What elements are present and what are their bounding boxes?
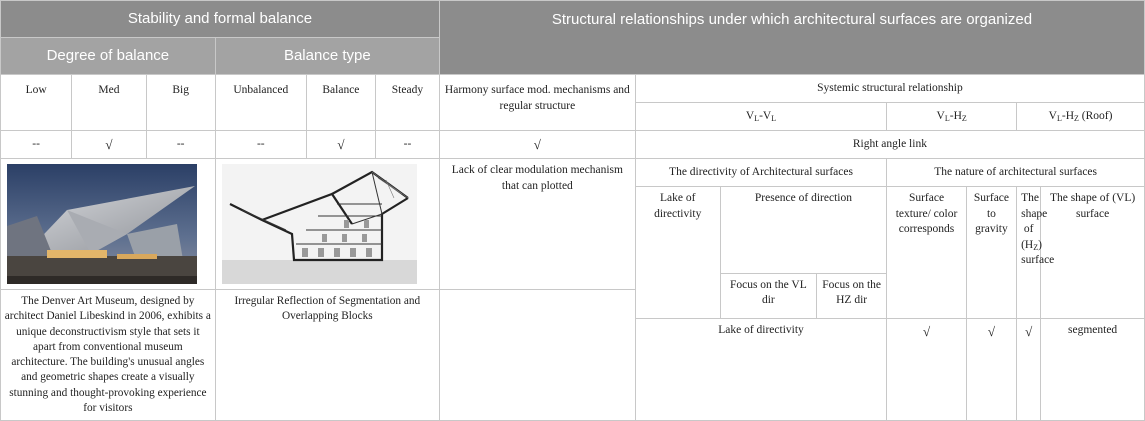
mark-med: √: [72, 131, 146, 159]
presence-direction: Presence of direction: [720, 187, 887, 274]
hz-shape: The shape of $(H_Z)$ surface: [1017, 187, 1041, 319]
harmony-header: Harmony surface mod. mechanisms and regular structure: [439, 75, 635, 131]
mark-unbalanced: --: [215, 131, 306, 159]
museum-photo-icon: [7, 164, 197, 284]
col-med: Med: [72, 75, 146, 131]
museum-description: The Denver Art Museum, designed by architect Daniel Libeskind in 2006, exhibits a unique deconstructivism style that sets it apart from conventional museum architecture. The building's unusual angles and geometric shapes create a visually stunning and thought-provoking experience for visitors: [1, 290, 216, 421]
vl-hz-roof-label: $V_L-H_Z$ (Roof): [1017, 103, 1145, 131]
vl-shape-value: segmented: [1041, 318, 1145, 420]
lack-modulation: Lack of clear modulation mechanism that can plotted: [439, 159, 635, 290]
surface-texture: Surface texture/ color corresponds: [887, 187, 967, 319]
mark-harmony: √: [439, 131, 635, 159]
focus-hz: Focus on the HZ dir: [817, 273, 887, 318]
vl-hz-label: $V_L-H_Z$: [887, 103, 1017, 131]
vl-shape: The shape of (VL) surface: [1041, 187, 1145, 319]
mark-low: --: [1, 131, 72, 159]
right-angle-link: Right angle link: [635, 131, 1144, 159]
building-section-drawing-icon: [222, 164, 417, 284]
mark-big: --: [146, 131, 215, 159]
vl-vl-label: $V_L-V_L$: [635, 103, 886, 131]
focus-vl: Focus on the VL dir: [720, 273, 816, 318]
header-stability: Stability and formal balance: [1, 1, 440, 38]
header-balance-type: Balance type: [215, 38, 439, 75]
nature-title: The nature of architectural surfaces: [887, 159, 1145, 187]
empty-structure-cell: [439, 290, 635, 421]
header-degree-of-balance: Degree of balance: [1, 38, 216, 75]
museum-photo-cell: [1, 159, 216, 290]
gravity-check: √: [966, 318, 1016, 420]
surface-gravity: Surface to gravity: [966, 187, 1016, 319]
directivity-title: The directivity of Architectural surfaces: [635, 159, 886, 187]
mark-steady: --: [375, 131, 439, 159]
texture-check: √: [887, 318, 967, 420]
col-steady: Steady: [375, 75, 439, 131]
lake-directivity-header: Lake of directivity: [635, 187, 720, 319]
mark-balance: √: [306, 131, 375, 159]
reflection-description: Irregular Reflection of Segmentation and Overlapping Blocks: [215, 290, 439, 421]
col-balance: Balance: [306, 75, 375, 131]
lake-directivity-value: Lake of directivity: [635, 318, 886, 420]
col-low: Low: [1, 75, 72, 131]
section-drawing-cell: [215, 159, 439, 290]
col-big: Big: [146, 75, 215, 131]
header-structural: Structural relationships under which architectural surfaces are organized: [439, 1, 1144, 75]
hz-shape-check: √: [1017, 318, 1041, 420]
col-unbalanced: Unbalanced: [215, 75, 306, 131]
systemic-title: Systemic structural relationship: [635, 75, 1144, 103]
